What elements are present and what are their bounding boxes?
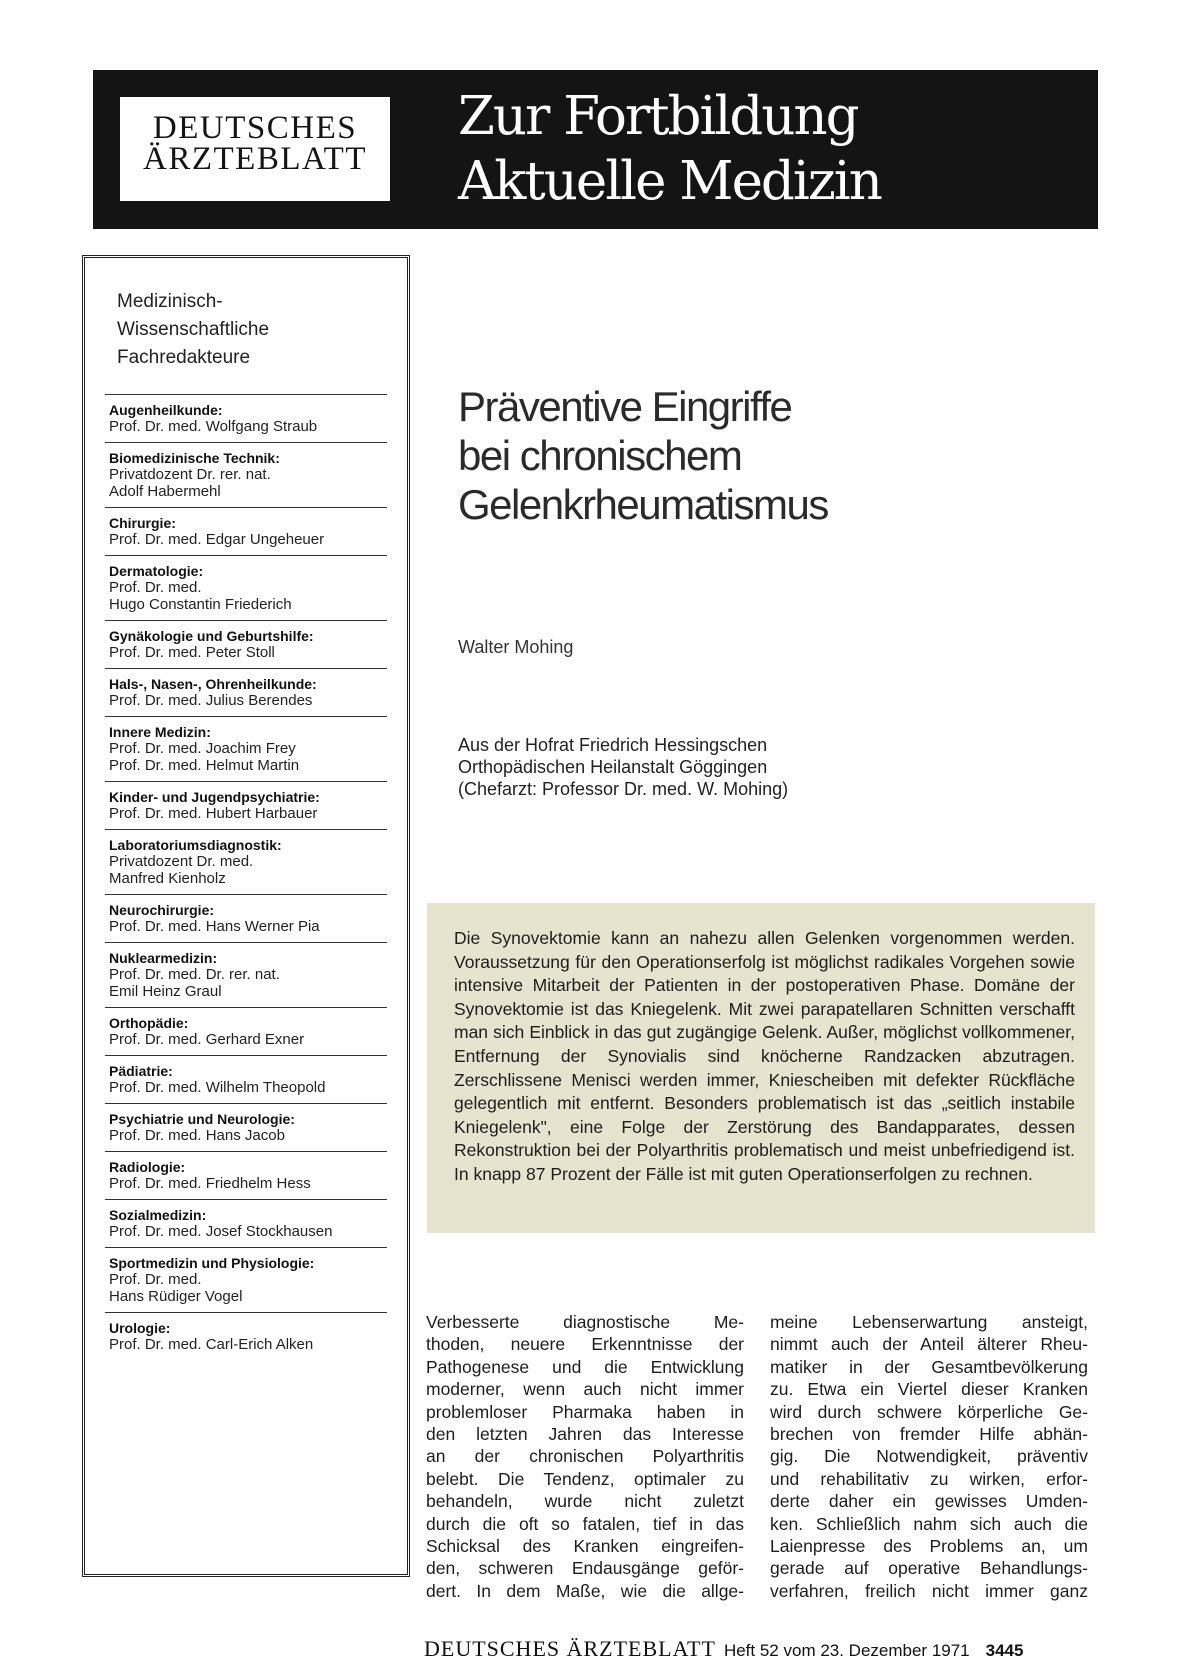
body-line: den, schweren Endausgänge geför- bbox=[426, 1558, 744, 1579]
body-line: gig. Die Notwendigkeit, präventiv bbox=[770, 1446, 1088, 1467]
editor-entry bbox=[105, 1247, 387, 1312]
footer-issue: Heft 52 vom 23. Dezember 1971 bbox=[723, 1641, 970, 1660]
editors-list bbox=[105, 394, 387, 1360]
body-line: ken. Schließlich nahm sich auch die bbox=[770, 1513, 1088, 1534]
editor-names: Prof. Dr. med. Peter Stoll bbox=[109, 644, 275, 661]
editor-names: Prof. Dr. med. Hubert Harbauer bbox=[109, 805, 318, 822]
body-line: Verbesserte diagnostische Me- bbox=[426, 1312, 744, 1332]
body-line: brechen von fremder Hilfe abhän- bbox=[770, 1423, 1088, 1444]
editor-entry bbox=[105, 1103, 387, 1151]
editor-department: Gynäkologie und Geburtshilfe: bbox=[109, 628, 314, 644]
affiliation-line: Aus der Hofrat Friedrich Hessingschen bbox=[458, 735, 768, 755]
editor-department: Kinder- und Jugendpsychiatrie: bbox=[109, 789, 320, 805]
editors-sidebar bbox=[82, 255, 410, 1577]
editor-names: Prof. Dr. med. Gerhard Exner bbox=[109, 1031, 305, 1048]
editor-entry bbox=[105, 442, 387, 507]
editor-entry bbox=[105, 394, 387, 442]
body-line: thoden, neuere Erkenntnisse der bbox=[426, 1334, 744, 1355]
article-title-line: bei chronischem bbox=[458, 432, 742, 479]
editor-department: Biomedizinische Technik: bbox=[109, 450, 280, 466]
editor-names: Privatdozent Dr. med. Manfred Kienholz bbox=[109, 853, 254, 887]
article-title-line: Präventive Eingriffe bbox=[458, 383, 792, 430]
editor-names: Prof. Dr. med. Julius Berendes bbox=[109, 692, 313, 709]
editor-entry bbox=[105, 1007, 387, 1055]
editor-entry bbox=[105, 716, 387, 781]
body-line: Pathogenese und die Entwicklung bbox=[426, 1356, 744, 1377]
editor-entry bbox=[105, 668, 387, 716]
body-line: durch die oft so fatalen, tief in das bbox=[426, 1513, 744, 1534]
editor-department: Psychiatrie und Neurologie: bbox=[109, 1111, 295, 1127]
body-line: Laienpresse des Problems an, um bbox=[770, 1535, 1088, 1556]
header-banner bbox=[93, 70, 1098, 229]
editor-names: Prof. Dr. med. Hans Jacob bbox=[109, 1127, 285, 1144]
page-number: 3445 bbox=[985, 1641, 1024, 1660]
editor-department: Augenheilkunde: bbox=[109, 402, 223, 418]
editor-department: Pädiatrie: bbox=[109, 1063, 173, 1079]
journal-logo bbox=[120, 97, 390, 201]
editor-department: Orthopädie: bbox=[109, 1015, 189, 1031]
body-line: an der chronischen Polyarthritis bbox=[426, 1446, 744, 1467]
body-column-2 bbox=[770, 1311, 1088, 1602]
affiliation-line: Orthopädischen Heilanstalt Göggingen bbox=[458, 757, 768, 777]
logo-line-1: DEUTSCHES bbox=[152, 110, 358, 146]
editor-department: Urologie: bbox=[109, 1320, 171, 1336]
editor-department: Laboratoriumsdiagnostik: bbox=[109, 837, 282, 853]
body-line: den letzten Jahren das Interesse bbox=[426, 1423, 744, 1444]
editor-department: Dermatologie: bbox=[109, 563, 204, 579]
body-line: meine Lebenserwartung ansteigt, bbox=[770, 1312, 1088, 1332]
article-abstract: Die Synovektomie kann an nahezu allen Gelenken vorgenommen werden. Voraussetzung für den Operationserfolg ist möglichst radikales Vorgehen sowie intensive Mitarbeit der Patienten in der postoperativen Phase. Domäne der Synovektomie ist das Kniegelenk. Mit zwei parapatellaren Schnitten verschafft man sich Einblick in das gut zugängige Gelenk. Außer, möglichst vollkommener, Entfernung der Synovialis sind knöcherne Randzacken abzutragen. Zerschlissene Menisci werden immer, Kniescheiben mit defekter Rückfläche gelegentlich mit entfernt. Besonders problematisch ist das „seitlich instabile Kniegelenk", eine Folge der Zerstörung des Bandapparates, dessen Rekonstruktion bei der Polyarthritis problematisch und meist unbefriedigend ist. In knapp 87 Prozent der Fälle ist mit guten Operationserfolgen zu rechnen. bbox=[427, 903, 1095, 1233]
editor-names: Prof. Dr. med. Wilhelm Theopold bbox=[109, 1079, 326, 1096]
sidebar-heading-line: Wissenschaftliche bbox=[117, 319, 270, 340]
editor-entry bbox=[105, 1055, 387, 1103]
editor-entry bbox=[105, 942, 387, 1007]
editor-department: Nuklearmedizin: bbox=[109, 950, 218, 966]
editor-names: Prof. Dr. med. Hans Werner Pia bbox=[109, 918, 320, 935]
footer-journal-name: DEUTSCHES ÄRZTEBLATT bbox=[424, 1636, 716, 1661]
article-title bbox=[458, 382, 828, 529]
body-line: matiker in der Gesamtbevölkerung bbox=[770, 1356, 1088, 1377]
body-line: zu. Etwa ein Viertel dieser Kranken bbox=[770, 1379, 1088, 1400]
editor-entry bbox=[105, 1151, 387, 1199]
editor-entry bbox=[105, 1199, 387, 1247]
body-line: und rehabilitativ zu wirken, erfor- bbox=[770, 1468, 1088, 1489]
editor-names: Prof. Dr. med. Josef Stockhausen bbox=[109, 1223, 333, 1240]
author-affiliation bbox=[458, 734, 788, 800]
editor-entry bbox=[105, 894, 387, 942]
sidebar-heading-line: Medizinisch- bbox=[117, 291, 223, 312]
editor-names: Prof. Dr. med. Hans Rüdiger Vogel bbox=[109, 1271, 243, 1305]
body-line: Schicksal des Kranken eingreifen- bbox=[426, 1535, 744, 1556]
body-line: problemloser Pharmaka haben in bbox=[426, 1401, 744, 1422]
editor-department: Radiologie: bbox=[109, 1159, 186, 1175]
editor-department: Chirurgie: bbox=[109, 515, 176, 531]
editor-names: Prof. Dr. med. Friedhelm Hess bbox=[109, 1175, 311, 1192]
editor-names: Prof. Dr. med. Wolfgang Straub bbox=[109, 418, 318, 435]
editor-department: Innere Medizin: bbox=[109, 724, 211, 740]
editor-names: Prof. Dr. med. Hugo Constantin Friederich bbox=[109, 579, 292, 613]
editor-entry bbox=[105, 1312, 387, 1360]
editor-entry bbox=[105, 507, 387, 555]
section-title-line-1: Zur Fortbildung bbox=[458, 86, 858, 147]
article-author: Walter Mohing bbox=[458, 637, 574, 657]
editor-names: Prof. Dr. med. Carl-Erich Alken bbox=[109, 1336, 314, 1353]
editor-entry bbox=[105, 781, 387, 829]
editor-department: Neurochirurgie: bbox=[109, 902, 215, 918]
editor-department: Sozialmedizin: bbox=[109, 1207, 207, 1223]
editor-names: Prof. Dr. med. Dr. rer. nat. Emil Heinz Graul bbox=[109, 966, 280, 1000]
body-line: verfahren, freilich nicht immer ganz bbox=[770, 1580, 1088, 1601]
body-line: dert. In dem Maße, wie die allge- bbox=[426, 1580, 744, 1601]
section-title bbox=[458, 84, 881, 214]
editor-entry bbox=[105, 620, 387, 668]
editor-names: Privatdozent Dr. rer. nat. Adolf Habermehl bbox=[109, 466, 271, 500]
page-footer bbox=[424, 1636, 1023, 1662]
sidebar-heading bbox=[117, 288, 269, 372]
editor-entry bbox=[105, 829, 387, 894]
editor-department: Hals-, Nasen-, Ohrenheilkunde: bbox=[109, 676, 317, 692]
section-title-line-2: Aktuelle Medizin bbox=[458, 151, 881, 212]
body-line: gerade auf operative Behandlungs- bbox=[770, 1558, 1088, 1579]
sidebar-heading-line: Fachredakteure bbox=[117, 347, 251, 368]
logo-line-2: ÄRZTEBLATT bbox=[143, 141, 367, 177]
article-title-line: Gelenkrheumatismus bbox=[458, 481, 828, 528]
affiliation-line: (Chefarzt: Professor Dr. med. W. Mohing) bbox=[458, 779, 789, 799]
body-line: wird durch schwere körperliche Ge- bbox=[770, 1401, 1088, 1422]
editor-names: Prof. Dr. med. Joachim Frey Prof. Dr. med. Helmut Martin bbox=[109, 740, 300, 774]
body-line: nimmt auch der Anteil älterer Rheu- bbox=[770, 1334, 1088, 1355]
editor-department: Sportmedizin und Physiologie: bbox=[109, 1255, 315, 1271]
body-line: derte daher ein gewisses Umden- bbox=[770, 1491, 1088, 1512]
body-line: behandeln, wurde nicht zuletzt bbox=[426, 1491, 744, 1512]
editor-entry bbox=[105, 555, 387, 620]
body-line: moderner, wenn auch nicht immer bbox=[426, 1379, 744, 1400]
editor-names: Prof. Dr. med. Edgar Ungeheuer bbox=[109, 531, 325, 548]
body-line: belebt. Die Tendenz, optimaler zu bbox=[426, 1468, 744, 1489]
body-column-1 bbox=[426, 1311, 744, 1602]
